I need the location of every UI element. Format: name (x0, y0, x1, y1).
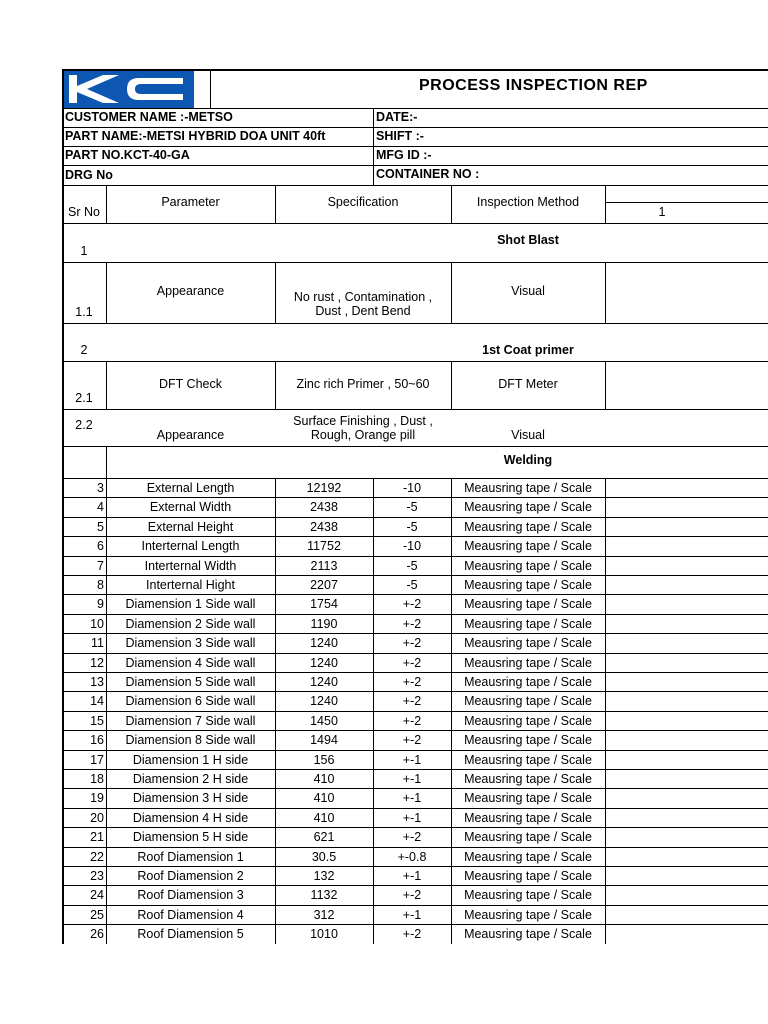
row-sr-no: 26 (90, 927, 104, 941)
row-parameter: Roof Diamension 4 (137, 907, 244, 922)
row-sr-no: 21 (90, 830, 104, 844)
row-parameter: Diamension 6 Side wall (125, 694, 256, 708)
section-2-no: 2 (80, 343, 88, 357)
table-row (62, 808, 768, 827)
row-tolerance: +-2 (402, 733, 422, 747)
row-specification: 2438 (310, 519, 338, 534)
col-specification: Specification (327, 195, 399, 209)
section-2-1-param: DFT Check (159, 377, 222, 391)
row-inspection-method: Meausring tape / Scale (464, 771, 592, 786)
row-inspection-method: Meausring tape / Scale (464, 752, 592, 767)
row-sr-no: 25 (90, 907, 104, 922)
row-inspection-method: Meausring tape / Scale (464, 655, 592, 670)
date-field[interactable]: DATE:- (376, 110, 418, 124)
table-row (62, 633, 768, 653)
row-parameter: Diamension 4 Side wall (125, 655, 256, 670)
row-specification: 2438 (310, 500, 338, 514)
row-inspection-method: Meausring tape / Scale (464, 694, 592, 708)
row-tolerance: +-1 (402, 810, 422, 825)
table-row (62, 905, 768, 924)
row-tolerance: +-1 (402, 752, 422, 767)
table-row (62, 730, 768, 750)
row-parameter: External Width (149, 500, 232, 514)
col-sr-no: Sr No (68, 205, 100, 219)
row-specification: 1450 (310, 713, 338, 728)
table-row (62, 614, 768, 633)
table-row (62, 711, 768, 730)
row-sr-no: 24 (90, 888, 104, 902)
row-sr-no: 15 (90, 713, 104, 728)
company-logo (63, 70, 194, 108)
row-inspection-method: Meausring tape / Scale (464, 558, 592, 573)
row-parameter: Roof Diamension 5 (137, 927, 244, 941)
row-inspection-method: Meausring tape / Scale (464, 577, 592, 592)
col-partial: 1 (658, 205, 666, 219)
row-tolerance: +-1 (402, 907, 422, 922)
row-inspection-method: Meausring tape / Scale (464, 674, 592, 689)
row-parameter: Diamension 4 H side (132, 810, 249, 825)
row-specification: 1010 (310, 927, 338, 941)
row-tolerance: +-2 (402, 888, 422, 902)
row-tolerance: -5 (406, 577, 418, 592)
row-tolerance: -10 (402, 539, 422, 553)
row-inspection-method: Meausring tape / Scale (464, 519, 592, 534)
table-row (62, 497, 768, 517)
row-inspection-method: Meausring tape / Scale (464, 868, 592, 883)
row-tolerance: -5 (406, 558, 418, 573)
row-tolerance: +-2 (402, 597, 422, 611)
row-parameter: Diamension 5 Side wall (125, 674, 256, 689)
row-specification: 621 (313, 830, 335, 844)
section-2-2-no: 2.2 (75, 418, 93, 432)
row-specification: 156 (313, 752, 335, 767)
row-parameter: Interternal Width (144, 558, 237, 573)
row-specification: 410 (313, 791, 335, 805)
row-sr-no: 7 (97, 558, 104, 573)
row-parameter: Diamension 7 Side wall (125, 713, 256, 728)
row-inspection-method: Meausring tape / Scale (464, 636, 592, 650)
section-2-2-param: Appearance (156, 428, 225, 442)
row-inspection-method: Meausring tape / Scale (464, 597, 592, 611)
section-1-title: Shot Blast (497, 233, 559, 247)
table-row (62, 788, 768, 808)
row-tolerance: +-2 (402, 616, 422, 631)
row-tolerance: -5 (406, 519, 418, 534)
row-parameter: Diamension 8 Side wall (125, 733, 256, 747)
row-inspection-method: Meausring tape / Scale (464, 713, 592, 728)
row-tolerance: +-2 (402, 830, 422, 844)
col-parameter: Parameter (161, 195, 220, 209)
row-parameter: Diamension 2 Side wall (125, 616, 256, 631)
col-inspection-method: Inspection Method (476, 195, 580, 209)
section-2-1-method: DFT Meter (498, 377, 558, 391)
container-no-field[interactable]: CONTAINER NO : (376, 167, 480, 181)
section-2-1-no: 2.1 (75, 391, 93, 405)
row-specification: 410 (313, 810, 335, 825)
row-parameter: Roof Diamension 1 (137, 849, 244, 864)
row-tolerance: +-2 (402, 674, 422, 689)
section-2-title: 1st Coat primer (482, 343, 574, 357)
row-inspection-method: Meausring tape / Scale (464, 888, 592, 902)
row-tolerance: +-2 (402, 927, 422, 941)
row-parameter: Diamension 1 H side (132, 752, 249, 767)
shift-field[interactable]: SHIFT :- (376, 129, 424, 143)
row-sr-no: 19 (90, 791, 104, 805)
row-specification: 132 (313, 868, 335, 883)
row-tolerance: +-2 (402, 694, 422, 708)
row-sr-no: 23 (90, 868, 104, 883)
row-specification: 2207 (310, 577, 338, 592)
row-sr-no: 8 (97, 577, 104, 592)
row-specification: 1240 (310, 636, 338, 650)
row-tolerance: +-1 (402, 771, 422, 786)
row-sr-no: 17 (90, 752, 104, 767)
table-row (62, 769, 768, 788)
row-specification: 12192 (306, 480, 342, 495)
row-inspection-method: Meausring tape / Scale (464, 616, 592, 631)
row-specification: 410 (313, 771, 335, 786)
table-row (62, 594, 768, 614)
section-2-2-method: Visual (511, 428, 545, 442)
row-specification: 1240 (310, 694, 338, 708)
row-sr-no: 10 (90, 616, 104, 631)
row-specification: 1240 (310, 674, 338, 689)
welding-title: Welding (503, 453, 553, 467)
table-row (62, 924, 768, 944)
row-parameter: External Length (146, 480, 235, 495)
inspection-report-sheet (62, 69, 768, 944)
row-parameter: Interternal Hight (146, 577, 235, 592)
row-sr-no: 6 (97, 539, 104, 553)
row-parameter: Interternal Length (141, 539, 240, 553)
section-2-1-spec: Zinc rich Primer , 50~60 (296, 377, 430, 391)
row-specification: 1754 (310, 597, 338, 611)
row-parameter: Diamension 3 Side wall (125, 636, 256, 650)
row-inspection-method: Meausring tape / Scale (464, 849, 592, 864)
row-inspection-method: Meausring tape / Scale (464, 733, 592, 747)
table-row (62, 866, 768, 885)
row-sr-no: 22 (90, 849, 104, 864)
row-sr-no: 16 (90, 733, 104, 747)
row-specification: 312 (313, 907, 335, 922)
row-sr-no: 5 (97, 519, 104, 534)
table-row (62, 478, 768, 497)
row-specification: 1132 (310, 888, 338, 902)
row-parameter: Diamension 1 Side wall (125, 597, 256, 611)
row-sr-no: 13 (90, 674, 104, 689)
row-specification: 1240 (310, 655, 338, 670)
row-sr-no: 12 (90, 655, 104, 670)
table-row (62, 885, 768, 905)
row-tolerance: +-2 (402, 655, 422, 670)
section-1-1-spec: No rust , Contamination , Dust , Dent Bend (293, 290, 433, 318)
part-name: PART NAME:-METSI HYBRID DOA UNIT 40ft (65, 129, 326, 143)
row-sr-no: 9 (97, 597, 104, 611)
row-inspection-method: Meausring tape / Scale (464, 500, 592, 514)
row-specification: 1494 (310, 733, 338, 747)
row-sr-no: 14 (90, 694, 104, 708)
mfg-id-field[interactable]: MFG ID :- (376, 148, 432, 162)
row-parameter: Roof Diamension 2 (137, 868, 244, 883)
row-parameter: External Height (147, 519, 234, 534)
drg-no: DRG No (65, 168, 113, 182)
row-inspection-method: Meausring tape / Scale (464, 539, 592, 553)
row-specification: 1190 (310, 616, 338, 631)
row-tolerance: +-2 (402, 713, 422, 728)
row-specification: 2113 (310, 558, 338, 573)
row-parameter: Roof Diamension 3 (137, 888, 244, 902)
kc-logo-icon (63, 70, 194, 108)
table-row (62, 536, 768, 556)
row-inspection-method: Meausring tape / Scale (464, 907, 592, 922)
row-inspection-method: Meausring tape / Scale (464, 480, 592, 495)
table-row (62, 653, 768, 672)
row-sr-no: 4 (97, 500, 104, 514)
row-tolerance: +-0.8 (397, 849, 427, 864)
row-parameter: Diamension 3 H side (132, 791, 249, 805)
row-parameter: Diamension 5 H side (132, 830, 249, 844)
row-tolerance: +-1 (402, 868, 422, 883)
row-specification: 11752 (307, 539, 341, 553)
row-tolerance: -10 (402, 480, 422, 495)
table-row (62, 847, 768, 866)
row-tolerance: +-2 (402, 636, 422, 650)
row-tolerance: -5 (406, 500, 418, 514)
table-row (62, 750, 768, 769)
row-inspection-method: Meausring tape / Scale (464, 830, 592, 844)
part-no: PART NO.KCT-40-GA (65, 148, 190, 162)
row-parameter: Diamension 2 H side (132, 771, 249, 786)
row-inspection-method: Meausring tape / Scale (464, 927, 592, 941)
row-sr-no: 3 (97, 480, 104, 495)
table-row (62, 827, 768, 847)
section-1-1-param: Appearance (156, 284, 225, 298)
section-1-1-method: Visual (511, 284, 545, 298)
section-2-2-spec: Surface Finishing , Dust , Rough, Orange pill (293, 414, 433, 442)
table-row (62, 672, 768, 691)
row-specification: 30.5 (311, 849, 337, 864)
table-row (62, 691, 768, 711)
section-1-1-no: 1.1 (75, 305, 93, 319)
table-row (62, 575, 768, 594)
section-1-no: 1 (80, 244, 88, 258)
table-row (62, 517, 768, 536)
row-inspection-method: Meausring tape / Scale (464, 791, 592, 805)
row-sr-no: 18 (90, 771, 104, 786)
row-sr-no: 20 (90, 810, 104, 825)
table-row (62, 556, 768, 575)
row-tolerance: +-1 (402, 791, 422, 805)
report-title: PROCESS INSPECTION REP (419, 77, 648, 94)
row-inspection-method: Meausring tape / Scale (464, 810, 592, 825)
customer-name: CUSTOMER NAME :-METSO (65, 110, 233, 124)
row-sr-no: 11 (91, 636, 104, 650)
